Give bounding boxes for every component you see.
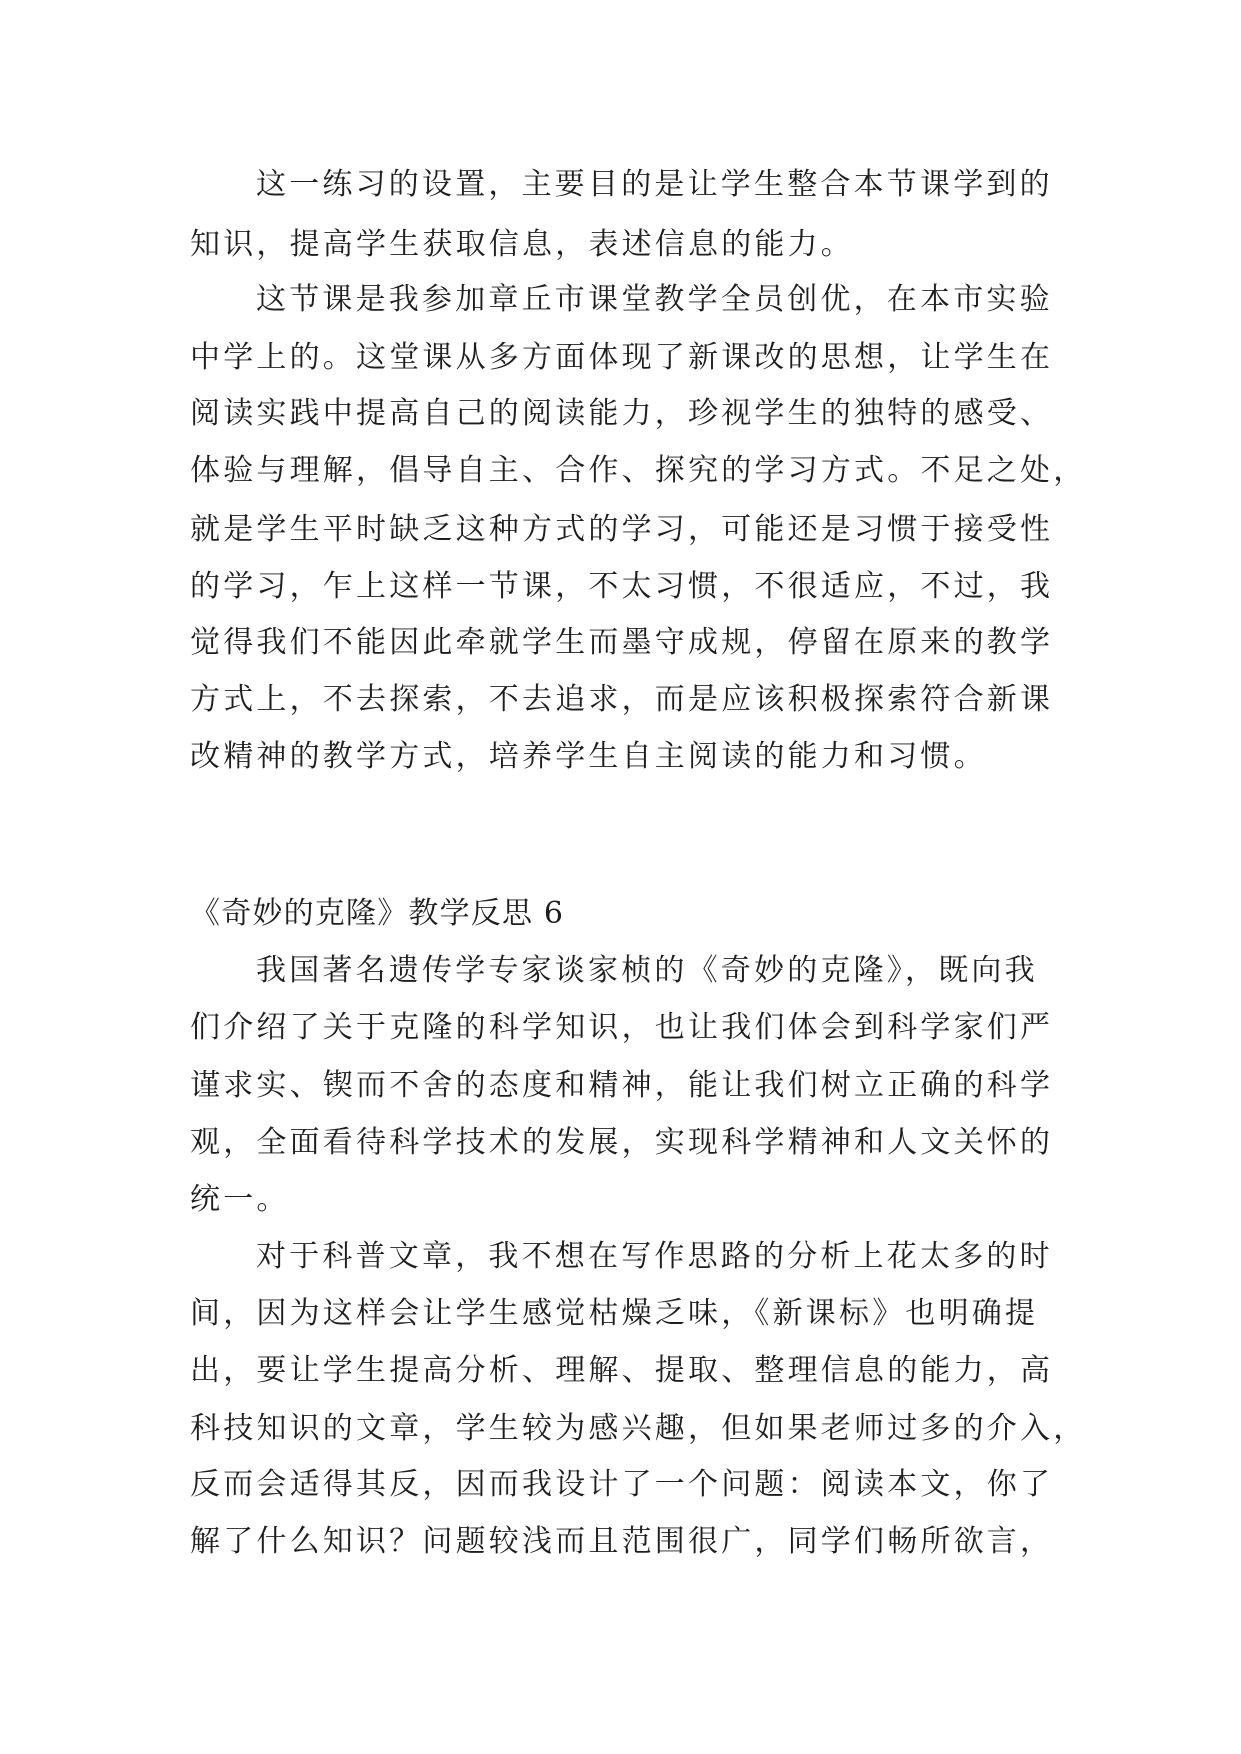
paragraph-line: 中学上的。这堂课从多方面体现了新课改的思想，让学生在 bbox=[190, 340, 1054, 375]
paragraph-line: 体验与理解，倡导自主、合作、探究的学习方式。不足之处， bbox=[190, 453, 1087, 488]
paragraph-line: 改精神的教学方式，培养学生自主阅读的能力和习惯。 bbox=[190, 739, 987, 774]
paragraph-line: 出，要让学生提高分析、理解、提取、整理信息的能力，高 bbox=[190, 1353, 1054, 1388]
paragraph-line: 间，因为这样会让学生感觉枯燥乏味，《新课标》也明确提 bbox=[190, 1296, 1039, 1331]
paragraph-line: 这节课是我参加章丘市课堂教学全员创优，在本市实验 bbox=[256, 282, 1053, 317]
paragraph-line: 觉得我们不能因此牵就学生而墨守成规，停留在原来的教学 bbox=[190, 625, 1054, 660]
paragraph-line: 这一练习的设置，主要目的是让学生整合本节课学到的 bbox=[256, 167, 1053, 202]
paragraph-line: 的学习，乍上这样一节课，不太习惯，不很适应，不过，我 bbox=[190, 569, 1054, 604]
paragraph-line: 对于科普文章，我不想在写作思路的分析上花太多的时 bbox=[256, 1239, 1053, 1274]
paragraph-line: 观，全面看待科学技术的发展，实现科学精神和人文关怀的 bbox=[190, 1125, 1054, 1160]
paragraph-line: 谨求实、锲而不舍的态度和精神，能让我们树立正确的科学 bbox=[190, 1068, 1054, 1103]
paragraph-line: 我国著名遗传学专家谈家桢的《奇妙的克隆》，既向我 bbox=[256, 953, 1038, 988]
paragraph-line: 们介绍了关于克隆的科学知识，也让我们体会到科学家们严 bbox=[190, 1010, 1054, 1045]
paragraph-line: 科技知识的文章，学生较为感兴趣，但如果老师过多的介入， bbox=[190, 1411, 1087, 1446]
paragraph-line: 方式上，不去探索，不去追求，而是应该积极探索符合新课 bbox=[190, 682, 1054, 717]
paragraph-line: 统一。 bbox=[190, 1182, 290, 1217]
paragraph-line: 阅读实践中提高自己的阅读能力，珍视学生的独特的感受、 bbox=[190, 396, 1054, 431]
paragraph-line: 反而会适得其反，因而我设计了一个问题：阅读本文，你了 bbox=[190, 1467, 1054, 1502]
section-heading: 《奇妙的克隆》教学反思 6 bbox=[190, 896, 565, 931]
paragraph-line: 知识，提高学生获取信息，表述信息的能力。 bbox=[190, 227, 854, 262]
paragraph-line: 解了什么知识？问题较浅而且范围很广，同学们畅所欲言， bbox=[190, 1524, 1054, 1559]
paragraph-line: 就是学生平时缺乏这种方式的学习，可能还是习惯于接受性 bbox=[190, 512, 1054, 547]
